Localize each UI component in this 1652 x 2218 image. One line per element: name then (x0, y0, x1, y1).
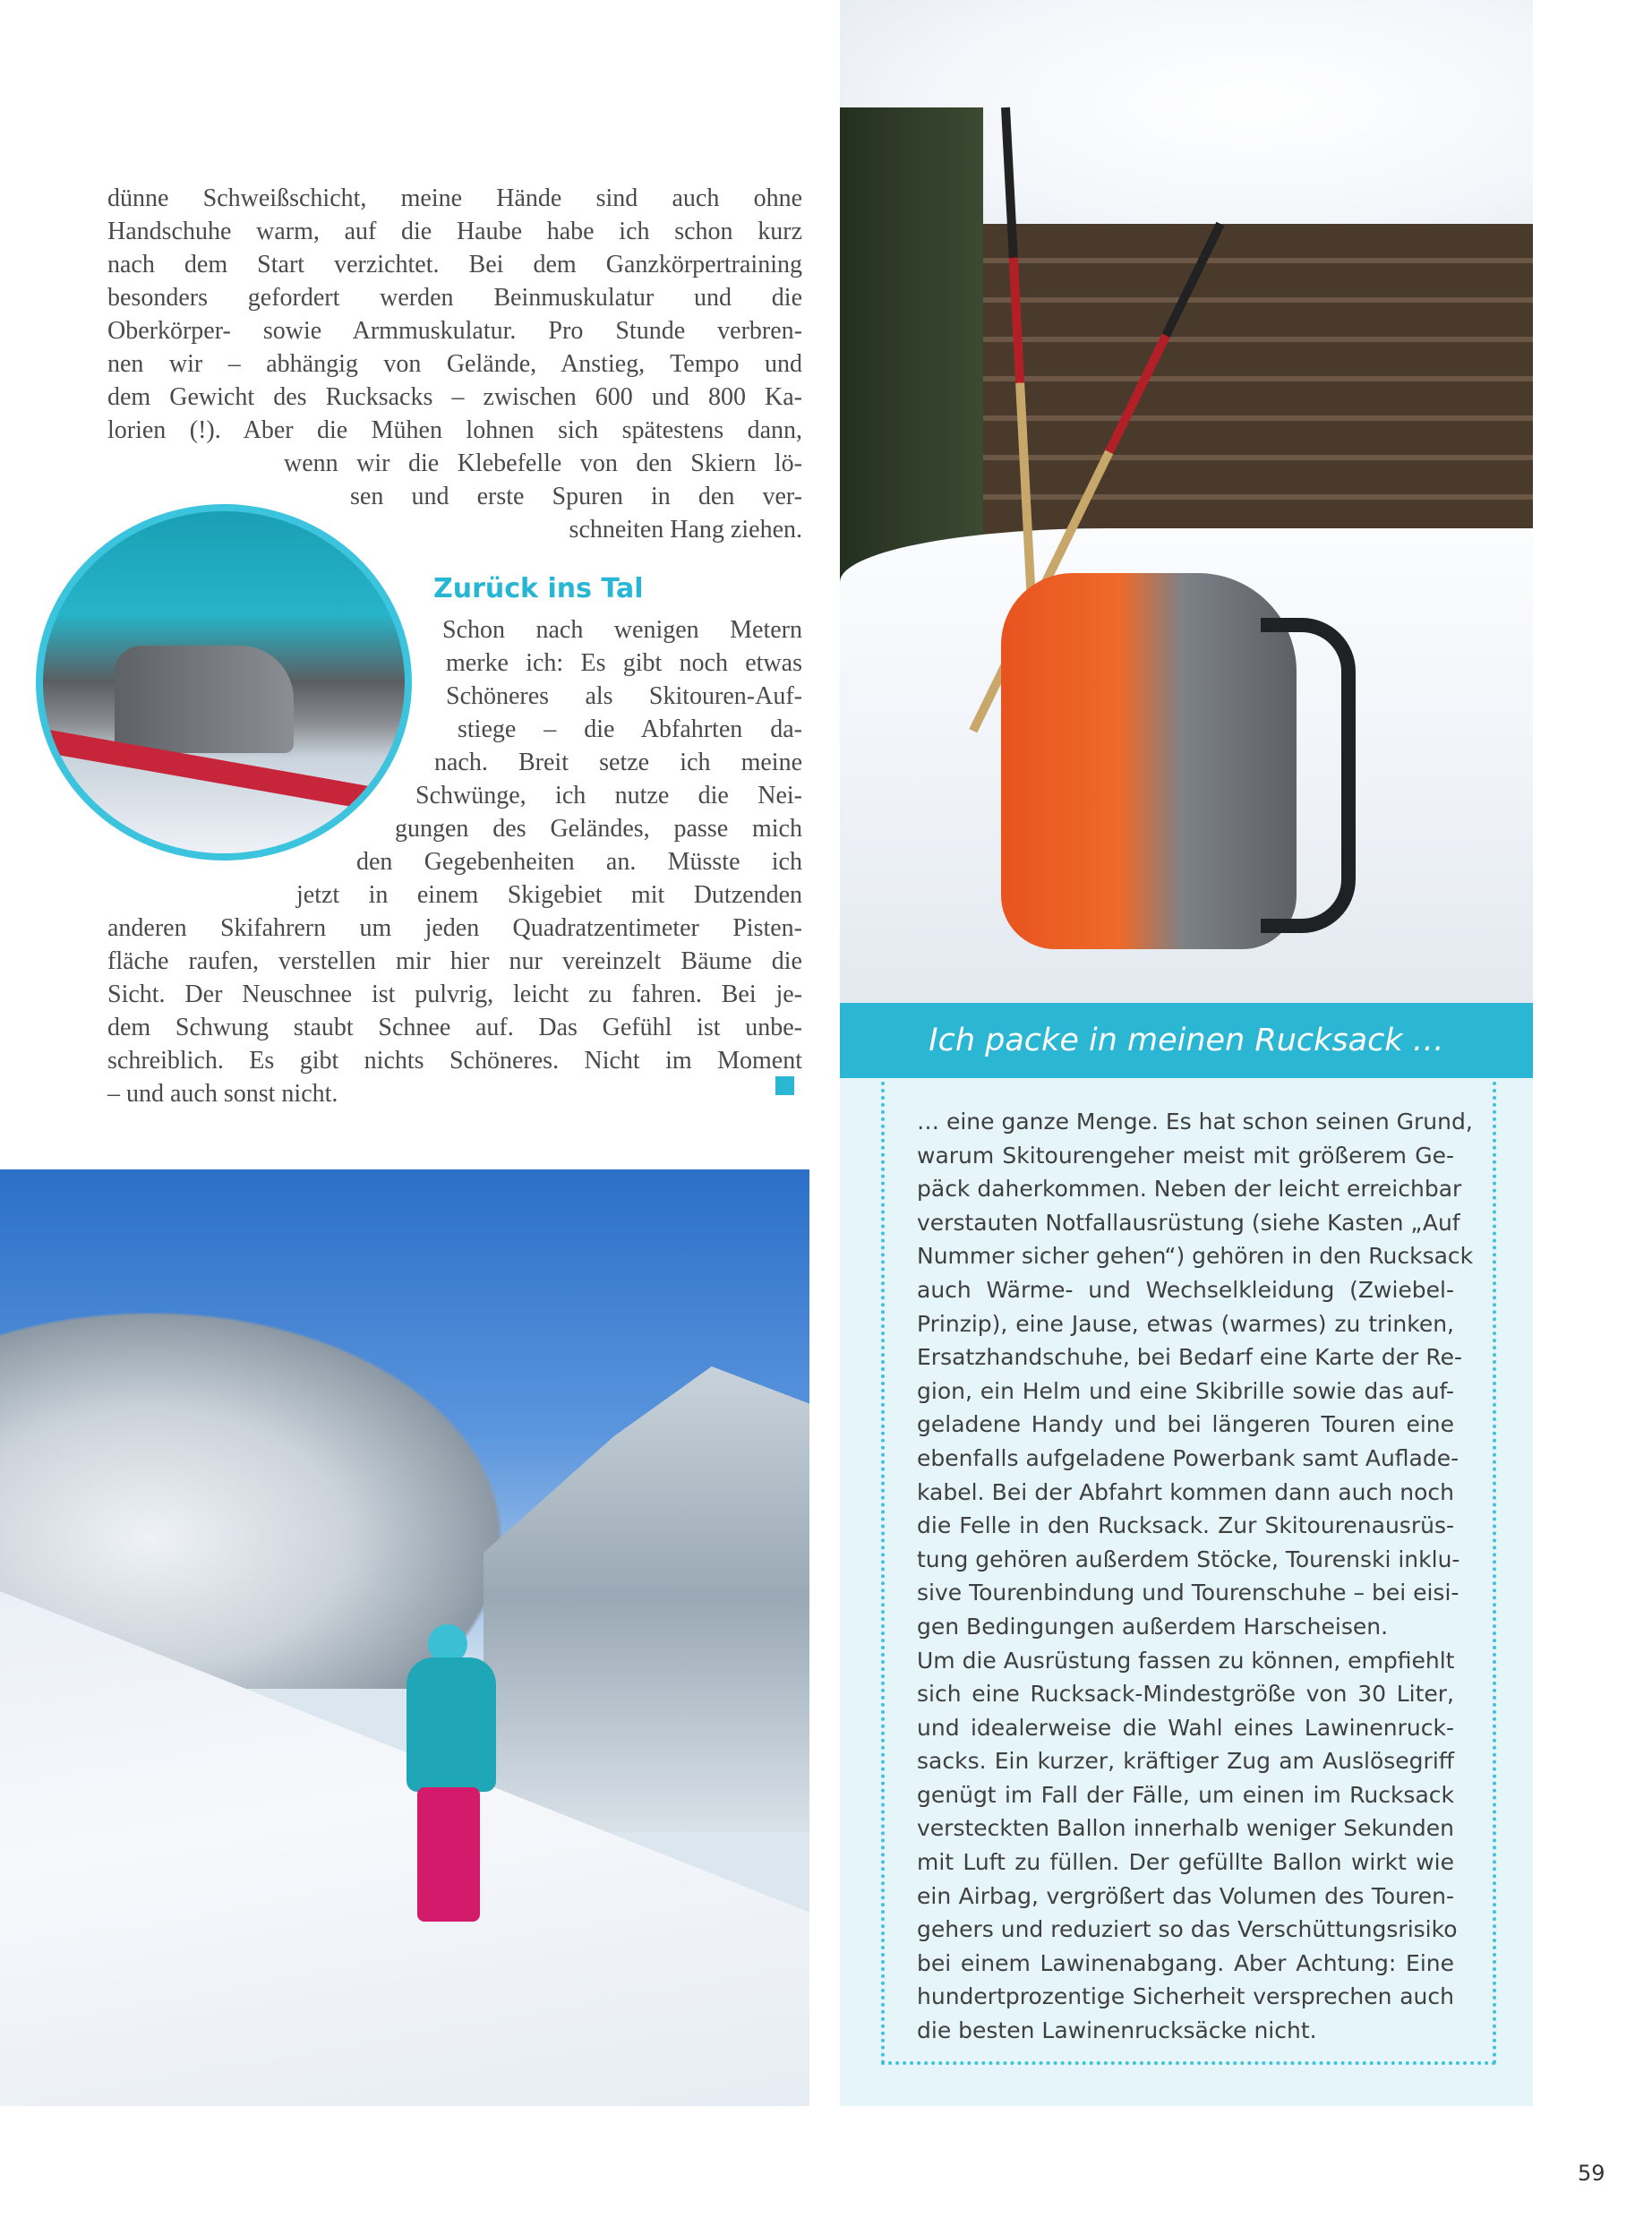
article-line: anderen Skifahrern um jeden Quadratzentimeter Pisten- (107, 914, 802, 942)
sidebar-line: die Felle in den Rucksack. Zur Skitourenausrüs- (917, 1512, 1454, 1539)
page-number: 59 (1578, 2161, 1605, 2186)
article-line: Schon nach wenigen Metern (442, 616, 802, 644)
sidebar-line: hundertprozentige Sicherheit versprechen auch (917, 1983, 1454, 2010)
sidebar-line: Prinzip), eine Jause, etwas (warmes) zu trinken, (917, 1310, 1454, 1337)
article-line: den Gegebenheiten an. Müsste ich (356, 848, 802, 876)
article-line-wrap (356, 845, 802, 878)
article-line: gungen des Geländes, passe mich (395, 815, 802, 843)
sidebar-line: und idealerweise die Wahl eines Lawinenruck- (917, 1714, 1454, 1741)
article-line-wrap (446, 680, 802, 713)
article-line-wrap (415, 779, 802, 812)
article-line-wrap (434, 746, 802, 779)
sidebar-line: gen Bedingungen außerdem Harscheisen. (917, 1613, 1389, 1640)
article-line: merke ich: Es gibt noch etwas (446, 649, 802, 677)
sidebar-line: versteckten Ballon innerhalb weniger Sekunden (917, 1815, 1454, 1842)
article-line: Sicht. Der Neuschnee ist pulvrig, leicht zu fahren. Bei je- (107, 981, 802, 1008)
article-line: Handschuhe warm, auf die Haube habe ich schon kurz (107, 218, 802, 245)
article-line: stiege – die Abfahrten da- (458, 715, 802, 743)
sidebar-line: Nummer sicher gehen“) gehören in den Rucksack (917, 1243, 1474, 1270)
sidebar-line: genügt im Fall der Fälle, um einen im Rucksack (917, 1781, 1454, 1808)
article-line-wrap (442, 613, 802, 647)
article-line: dünne Schweißschicht, meine Hände sind auch ohne (107, 184, 802, 212)
article-text-top (107, 182, 802, 447)
sidebar-line: … eine ganze Menge. Es hat schon seinen Grund, (917, 1109, 1473, 1135)
article-line: – und auch sonst nicht. (107, 1080, 338, 1108)
sidebar-line: gion, ein Helm und eine Skibrille sowie das auf- (917, 1377, 1454, 1404)
sidebar-line: ebenfalls aufgeladene Powerbank samt Auflade- (917, 1444, 1459, 1471)
sidebar-line: sacks. Ein kurzer, kräftiger Zug am Auslösegriff (917, 1748, 1454, 1775)
sidebar-line: gehers und reduziert so das Verschüttungsrisiko (917, 1916, 1458, 1943)
article-text-indent-2 (350, 480, 802, 513)
article-line: nach dem Start verzichtet. Bei dem Ganzkörpertraining (107, 251, 802, 278)
article-line: besonders gefordert werden Beinmuskulatur und die (107, 284, 802, 312)
article-text-indent-3 (375, 513, 802, 546)
sidebar-line: warum Skitourengeher meist mit größerem Ge- (917, 1142, 1454, 1169)
sidebar-line: geladene Handy und bei längeren Touren eine (917, 1411, 1454, 1438)
article-text-bottom (107, 912, 802, 1110)
sidebar-line: auch Wärme- und Wechselkleidung (Zwiebel- (917, 1276, 1454, 1303)
section-heading: Zurück ins Tal (433, 573, 644, 604)
sidebar-line: kabel. Bei der Abfahrt kommen dann auch noch (917, 1478, 1454, 1505)
article-line-wrap (395, 812, 802, 845)
article-line: nach. Breit setze ich meine (434, 749, 802, 776)
sidebar-line: Um die Ausrüstung fassen zu können, empfiehlt (917, 1647, 1455, 1674)
backpack-photo (840, 0, 1533, 1003)
article-text-indent-1 (284, 447, 802, 480)
article-line: Schwünge, ich nutze die Nei- (415, 782, 802, 809)
article-line: dem Gewicht des Rucksacks – zwischen 600 und 800 Ka- (107, 383, 802, 411)
sidebar-line: die besten Lawinenrucksäcke nicht. (917, 2017, 1317, 2044)
article-line: schneiten Hang ziehen. (569, 516, 802, 544)
article-line: nen wir – abhängig von Gelände, Anstieg, Tempo und (107, 350, 802, 378)
backpack (1001, 573, 1297, 949)
article-line: fläche raufen, verstellen mir hier nur vereinzelt Bäume die (107, 947, 802, 975)
article-line: wenn wir die Klebefelle von den Skiern lö- (284, 450, 802, 477)
sidebar-line: päck daherkommen. Neben der leicht erreichbar (917, 1176, 1462, 1203)
sidebar-line: ein Airbag, vergrößert das Volumen des Touren- (917, 1882, 1454, 1909)
sidebar-line: sive Tourenbindung und Tourenschuhe – bei eisi- (917, 1580, 1459, 1606)
article-line: schreiblich. Es gibt nichts Schöneres. Nicht im Moment (107, 1047, 802, 1075)
sidebar-line: bei einem Lawinenabgang. Aber Achtung: Eine (917, 1949, 1454, 1976)
article-line: dem Schwung staubt Schnee auf. Das Gefühl ist unbe- (107, 1014, 802, 1041)
article-line-wrap (458, 713, 802, 746)
end-mark-square (775, 1076, 794, 1095)
sidebar-line: sich eine Rucksack-Mindestgröße von 30 Liter, (917, 1681, 1454, 1708)
sidebar-line: mit Luft zu füllen. Der gefüllte Ballon wirkt wie (917, 1849, 1454, 1876)
sidebar-line: verstauten Notfallausrüstung (siehe Kasten „Auf (917, 1209, 1460, 1236)
article-line: Oberkörper- sowie Armmuskulatur. Pro Stunde verbren- (107, 317, 802, 345)
sidebar-title: Ich packe in meinen Rucksack … (840, 1003, 1533, 1078)
skier-photo (0, 1169, 809, 2106)
article-line-wrap (446, 647, 802, 680)
article-line: sen und erste Spuren in den ver- (350, 483, 802, 510)
article-line: Schöneres als Skitouren-Auf- (446, 682, 802, 710)
sidebar-line: Ersatzhandschuhe, bei Bedarf eine Karte der Re- (917, 1344, 1462, 1371)
article-line-wrap (296, 878, 802, 912)
ski-binding-circle-photo (36, 504, 412, 861)
article-line: lorien (!). Aber die Mühen lohnen sich spätestens dann, (107, 416, 802, 444)
sidebar-text (917, 1105, 1474, 2048)
article-line: jetzt in einem Skigebiet mit Dutzenden (296, 881, 802, 909)
sidebar-line: tung gehören außerdem Stöcke, Tourenski inklu- (917, 1546, 1460, 1572)
